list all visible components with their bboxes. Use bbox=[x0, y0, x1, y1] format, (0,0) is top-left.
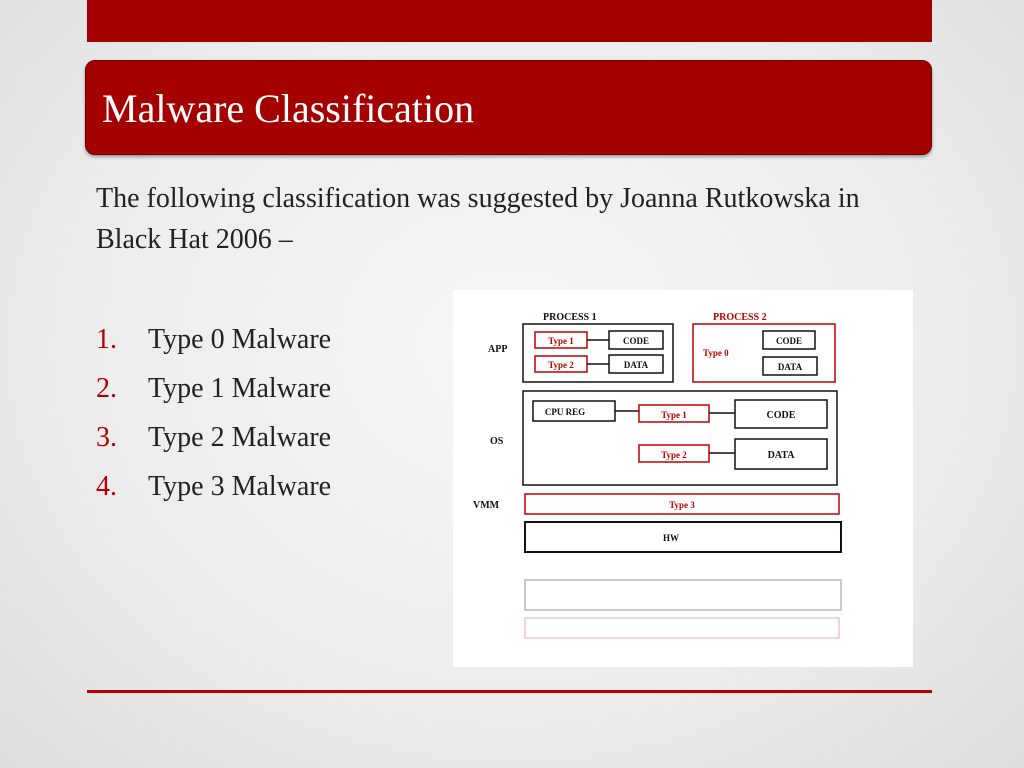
p1-data-label: DATA bbox=[623, 360, 649, 370]
app-label: APP bbox=[488, 344, 508, 355]
os-data-label: DATA bbox=[767, 450, 795, 461]
vmm-label: VMM bbox=[473, 500, 500, 511]
top-accent-bar bbox=[87, 0, 932, 42]
hw-label: HW bbox=[662, 533, 680, 543]
list-number: 4. bbox=[96, 471, 117, 502]
list-item bbox=[96, 413, 331, 462]
list-label: Type 2 Malware bbox=[148, 422, 332, 453]
diagram-reflection bbox=[525, 580, 841, 638]
malware-classification-diagram bbox=[453, 290, 913, 667]
malware-type-list bbox=[96, 315, 331, 511]
hw-reflection-box bbox=[525, 580, 841, 610]
os-label: OS bbox=[490, 436, 504, 447]
title-banner bbox=[85, 60, 932, 155]
p1-type1-label: Type 1 bbox=[548, 336, 574, 346]
vmm-reflection-box bbox=[525, 618, 839, 638]
slide-title: Malware Classification bbox=[102, 86, 475, 131]
list-item bbox=[96, 315, 331, 364]
vmm-type3-label: Type 3 bbox=[669, 500, 695, 510]
list-number: 3. bbox=[96, 422, 117, 453]
process1-label: PROCESS 1 bbox=[543, 312, 597, 323]
list-item bbox=[96, 364, 331, 413]
bottom-divider bbox=[87, 690, 932, 693]
os-cpureg-label: CPU REG bbox=[544, 407, 586, 417]
p1-code-label: CODE bbox=[622, 336, 650, 346]
hw-box bbox=[525, 522, 841, 552]
os-code-label: CODE bbox=[766, 410, 796, 421]
list-number: 1. bbox=[96, 324, 117, 355]
list-item bbox=[96, 462, 331, 511]
os-type2-label: Type 2 bbox=[661, 450, 687, 460]
process2-label: PROCESS 2 bbox=[713, 312, 767, 323]
p2-type0-label: Type 0 bbox=[703, 348, 729, 358]
intro-paragraph: The following classification was suggested by Joanna Rutkowska in Black Hat 2006 – bbox=[96, 183, 860, 255]
list-number: 2. bbox=[96, 373, 117, 404]
list-label: Type 0 Malware bbox=[148, 324, 332, 355]
os-type1-label: Type 1 bbox=[661, 410, 687, 420]
list-label: Type 1 Malware bbox=[148, 373, 332, 404]
p1-type2-label: Type 2 bbox=[548, 360, 574, 370]
p2-code-label: CODE bbox=[775, 336, 803, 346]
p2-data-label: DATA bbox=[777, 362, 803, 372]
list-label: Type 3 Malware bbox=[148, 471, 332, 502]
